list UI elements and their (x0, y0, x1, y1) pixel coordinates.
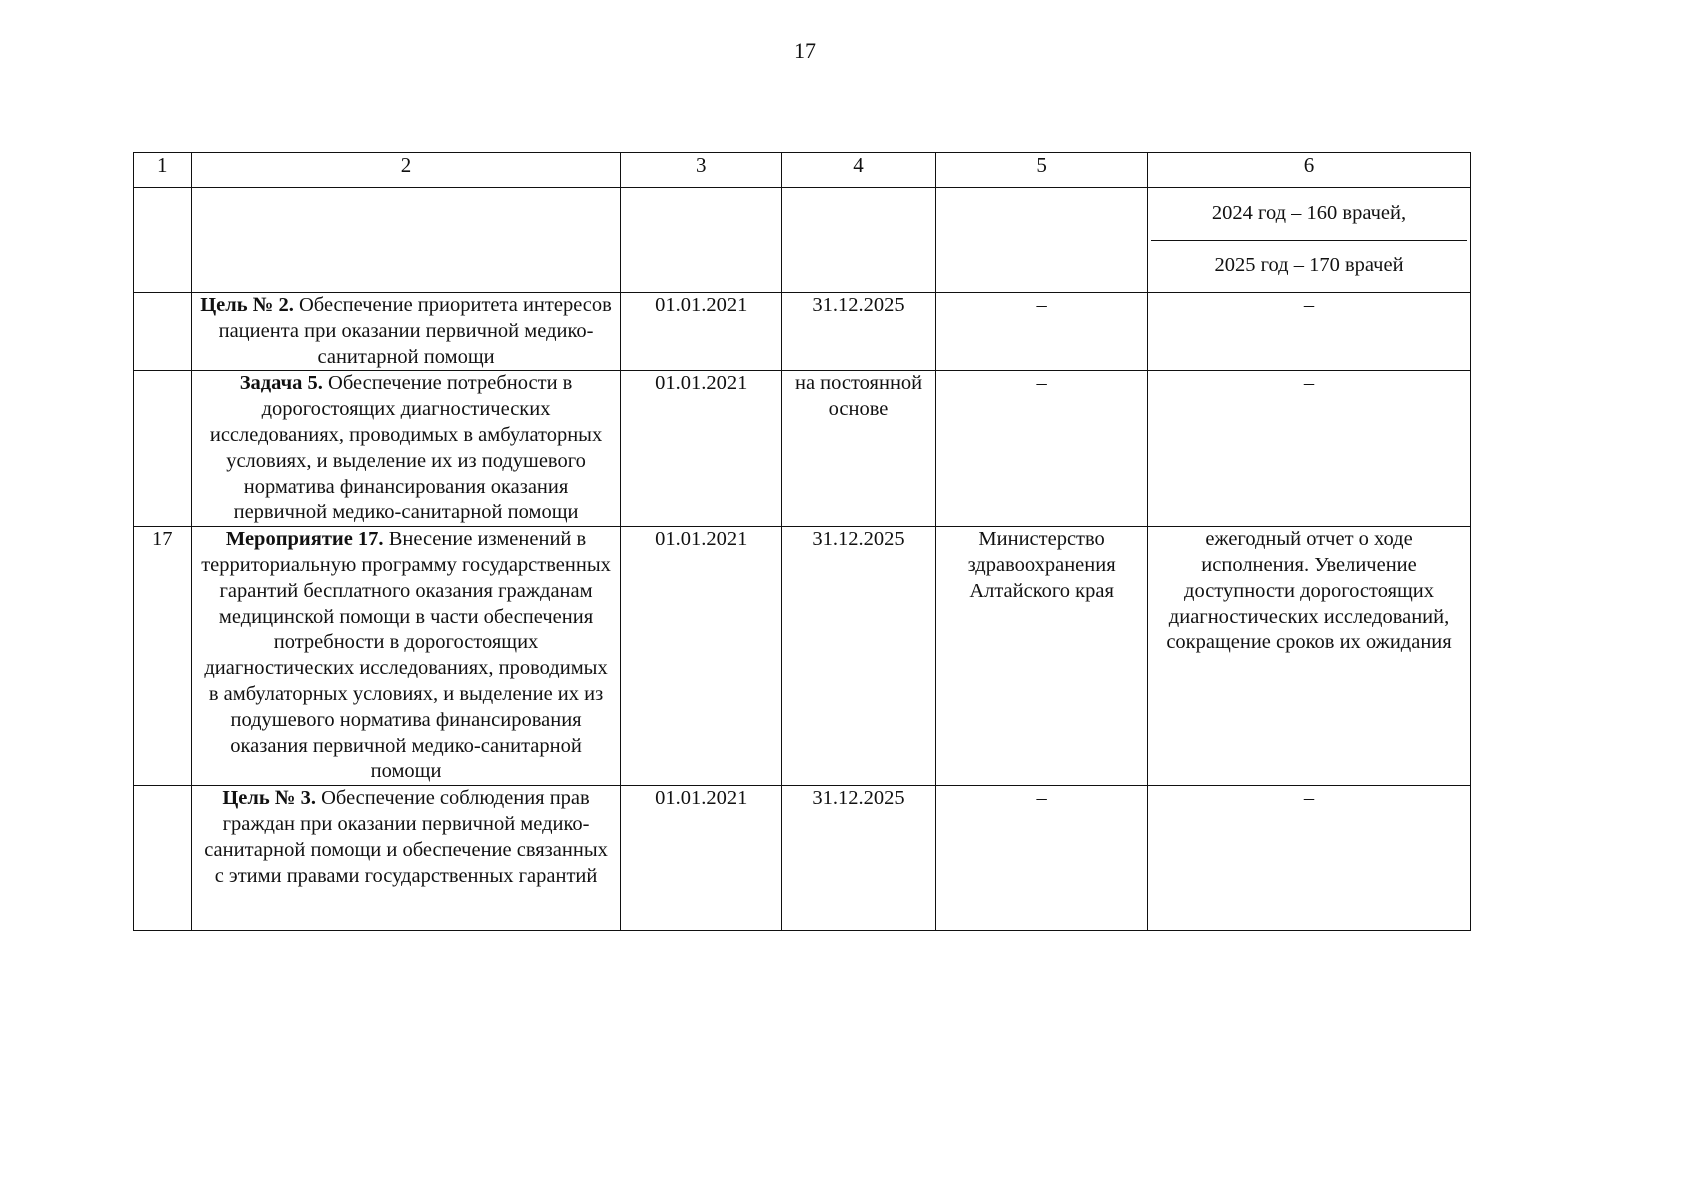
page-number: 17 (794, 38, 816, 63)
row-number-cell (134, 371, 192, 527)
header-cell: 2 (191, 153, 621, 188)
executor-cell: – (936, 371, 1148, 527)
item-title: Цель № 2. (200, 294, 294, 316)
result-cell: – (1148, 371, 1471, 527)
start-date-cell: 01.01.2021 (621, 371, 781, 527)
start-date-cell (621, 188, 781, 293)
end-date-cell: 31.12.2025 (781, 293, 935, 371)
result-line: 2024 год – 160 врачей, (1211, 201, 1407, 224)
item-title: Задача 5. (239, 372, 323, 395)
header-cell: 4 (781, 153, 935, 188)
executor-cell: Министерство здравоохранения Алтайского края (936, 527, 1148, 786)
executor-cell (936, 188, 1148, 293)
result-cell: – (1148, 293, 1471, 371)
plan-table (133, 152, 1471, 931)
table-row (134, 786, 1471, 931)
description-cell (191, 371, 621, 527)
description-cell (191, 786, 621, 931)
header-cell: 6 (1148, 153, 1471, 188)
table-row (134, 371, 1471, 527)
item-title: Мероприятие 17. (225, 528, 384, 551)
executor-cell: – (936, 786, 1148, 931)
end-date-cell: 31.12.2025 (781, 527, 935, 786)
description-cell (191, 293, 621, 371)
item-text: Обеспечение соблюдения прав граждан при оказании первичной медико-санитарной помощи и обеспечение связанных с этими правами государственных гарантий (204, 787, 608, 887)
item-title: Цель № 3. (222, 787, 316, 810)
item-text: Обеспечение потребности в дорогостоящих диагностических исследованиях, проводимых в амбулаторных условиях, и выделение их из подушевого норматива финансирования оказания первичной медико-санитарной помощи (209, 372, 603, 524)
row-number-cell (134, 188, 192, 293)
result-cell: – (1148, 786, 1471, 931)
row-number-cell: 17 (134, 527, 192, 786)
result-line: 2025 год – 170 врачей (1151, 240, 1467, 293)
executor-cell: – (936, 293, 1148, 371)
start-date-cell: 01.01.2021 (621, 527, 781, 786)
table-row (134, 188, 1471, 293)
description-cell (191, 527, 621, 786)
table-header-row (134, 153, 1471, 188)
start-date-cell: 01.01.2021 (621, 293, 781, 371)
row-number-cell (134, 293, 192, 371)
table-row (134, 527, 1471, 786)
item-text: Обеспечение приоритета интересов пациента при оказании первичной медико-санитарной помощи (218, 294, 612, 368)
start-date-cell: 01.01.2021 (621, 786, 781, 931)
header-cell: 1 (134, 153, 192, 188)
row-number-cell (134, 786, 192, 931)
header-cell: 5 (936, 153, 1148, 188)
header-cell: 3 (621, 153, 781, 188)
description-cell (191, 188, 621, 293)
end-date-cell: на постоянной основе (781, 371, 935, 527)
result-cell: ежегодный отчет о ходе исполнения. Увеличение доступности дорогостоящих диагностических исследований, сокращение сроков их ожидания (1148, 527, 1471, 786)
item-text: Внесение изменений в территориальную программу государственных гарантий бесплатного оказания гражданам медицинской помощи в части обеспечения потребности в дорогостоящих диагностических исследованиях, проводимых в амбулаторных условиях, и выделение их из подушевого норматива финансирования оказания первичной медико-санитарной помощи (201, 528, 611, 783)
end-date-cell (781, 188, 935, 293)
end-date-cell: 31.12.2025 (781, 786, 935, 931)
table-row (134, 293, 1471, 371)
result-cell (1148, 188, 1471, 293)
